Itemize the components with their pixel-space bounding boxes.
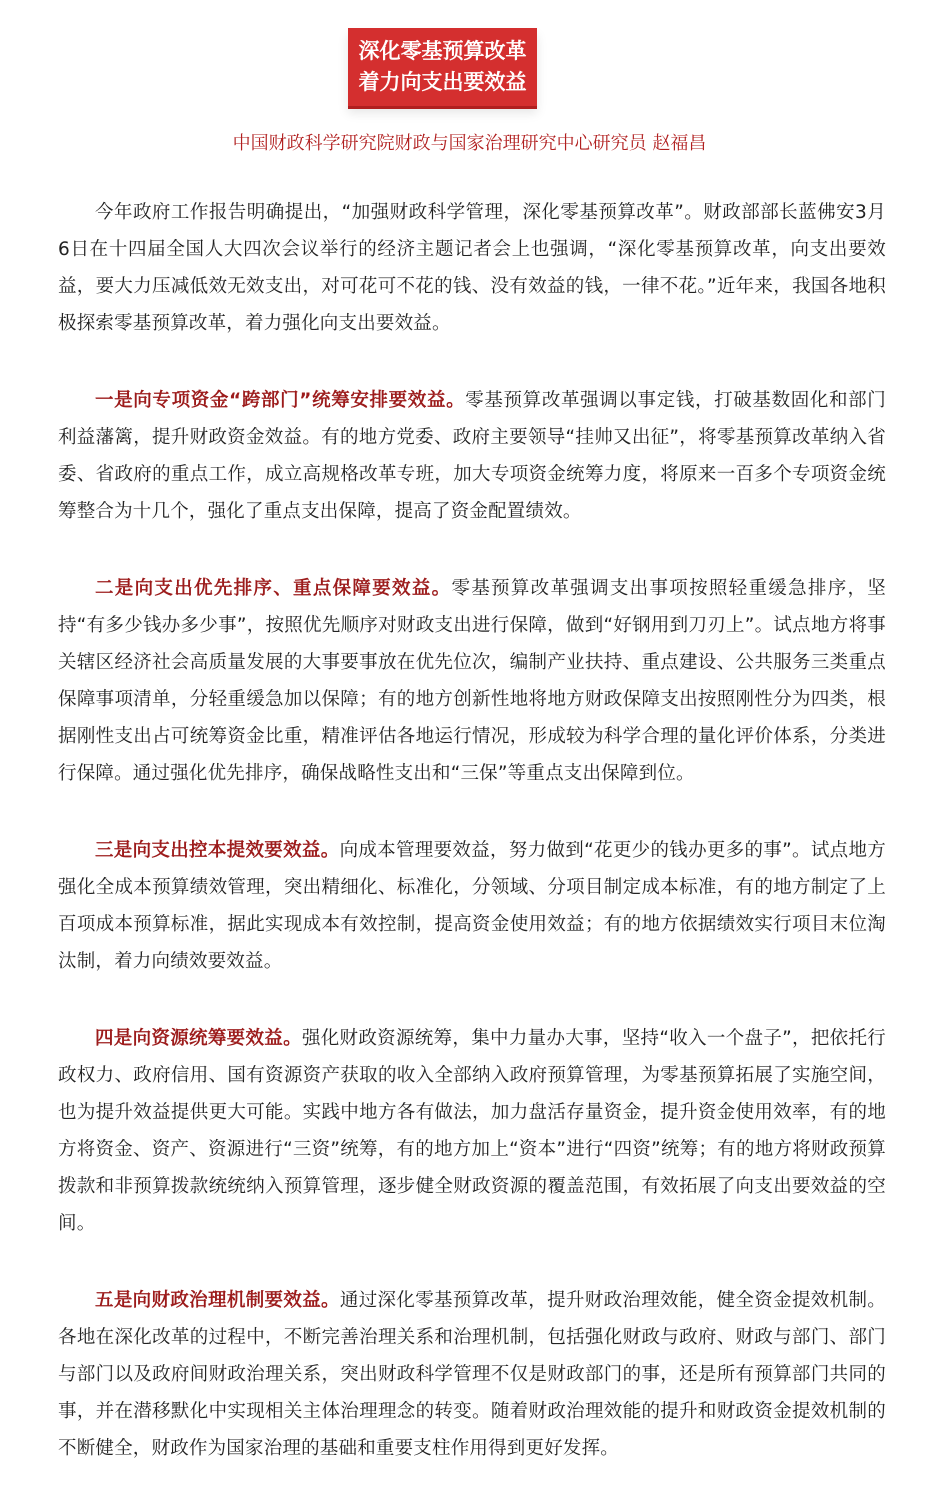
section-5-lead: 五是向财政治理机制要效益。 (95, 1290, 340, 1311)
section-2-lead: 二是向支出优先排序、重点保障要效益。 (95, 578, 452, 599)
title-line-1: 深化零基预算改革 (358, 39, 527, 63)
section-5-body: 通过深化零基预算改革，提升财政治理效能，健全资金提效机制。各地在深化改革的过程中，不断完善治理关系和治理机制，包括强化财政与政府、财政与部门、部门与部门以及政府间财政治理关系，突出财政科学管理不仅是财政部门的事，还是所有预算部门共同的事，并在潜移默化中实现相关主体治理理念的转变。随着财政治理效能的提升和财政资金提效机制的不断健全，财政作为国家治理的基础和重要支柱作用得到更好发挥。 (58, 1290, 886, 1459)
section-2-body: 零基预算改革强调支出事项按照轻重缓急排序，坚持“有多少钱办多少事”，按照优先顺序对财政支出进行保障，做到“好钢用到刀刃上”。试点地方将事关辖区经济社会高质量发展的大事要事放在优先位次，编制产业扶持、重点建设、公共服务三类重点保障事项清单，分轻重缓急加以保障；有的地方创新性地将地方财政保障支出按照刚性分为四类，根据刚性支出占可统筹资金比重，精准评估各地运行情况，形成较为科学合理的量化评价体系，分类进行保障。通过强化优先排序，确保战略性支出和“三保”等重点支出保障到位。 (58, 578, 887, 784)
section-3-body: 向成本管理要效益，努力做到“花更少的钱办更多的事”。试点地方强化全成本预算绩效管理，突出精细化、标准化，分领域、分项目制定成本标准，有的地方制定了上百项成本预算标准，据此实现成本有效控制，提高资金使用效益；有的地方依据绩效实行项目末位淘汰制，着力向绩效要效益。 (58, 840, 886, 972)
article-body (58, 194, 886, 1507)
intro-paragraph: 今年政府工作报告明确提出，“加强财政科学管理，深化零基预算改革”。财政部部长蓝佛安3月6日在十四届全国人大四次会议举行的经济主题记者会上也强调，“深化零基预算改革，向支出要效益，要大力压减低效无效支出，对可花可不花的钱、没有效益的钱，一律不花。”近年来，我国各地积极探索零基预算改革，着力强化向支出要效益。 (58, 202, 886, 334)
section-1-paragraph (58, 382, 886, 530)
title-banner (348, 28, 537, 106)
section-5-paragraph (58, 1282, 886, 1467)
section-4-lead: 四是向资源统筹要效益。 (95, 1028, 302, 1049)
section-4-paragraph (58, 1020, 886, 1242)
section-2-paragraph (58, 570, 886, 792)
section-1-lead: 一是向专项资金“跨部门”统筹安排要效益。 (95, 390, 466, 411)
section-1-body: 零基预算改革强调以事定钱，打破基数固化和部门利益藩篱，提升财政资金效益。有的地方党委、政府主要领导“挂帅又出征”，将零基预算改革纳入省委、省政府的重点工作，成立高规格改革专班，加大专项资金统筹力度，将原来一百多个专项资金统筹整合为十几个，强化了重点支出保障，提高了资金配置绩效。 (58, 390, 886, 522)
title-line-2: 着力向支出要效益 (358, 70, 527, 94)
section-3-paragraph (58, 832, 886, 980)
author-byline: 中国财政科学研究院财政与国家治理研究中心研究员 赵福昌 (232, 133, 707, 154)
section-3-lead: 三是向支出控本提效要效益。 (95, 840, 340, 861)
section-4-body: 强化财政资源统筹，集中力量办大事，坚持“收入一个盘子”，把依托行政权力、政府信用、国有资源资产获取的收入全部纳入政府预算管理，为零基预算拓展了实施空间，也为提升效益提供更大可能。实践中地方各有做法，加力盘活存量资金，提升资金使用效率，有的地方将资金、资产、资源进行“三资”统筹，有的地方加上“资本”进行“四资”统筹；有的地方将财政预算拨款和非预算拨款统统纳入预算管理，逐步健全财政资源的覆盖范围，有效拓展了向支出要效益的空间。 (58, 1028, 886, 1234)
